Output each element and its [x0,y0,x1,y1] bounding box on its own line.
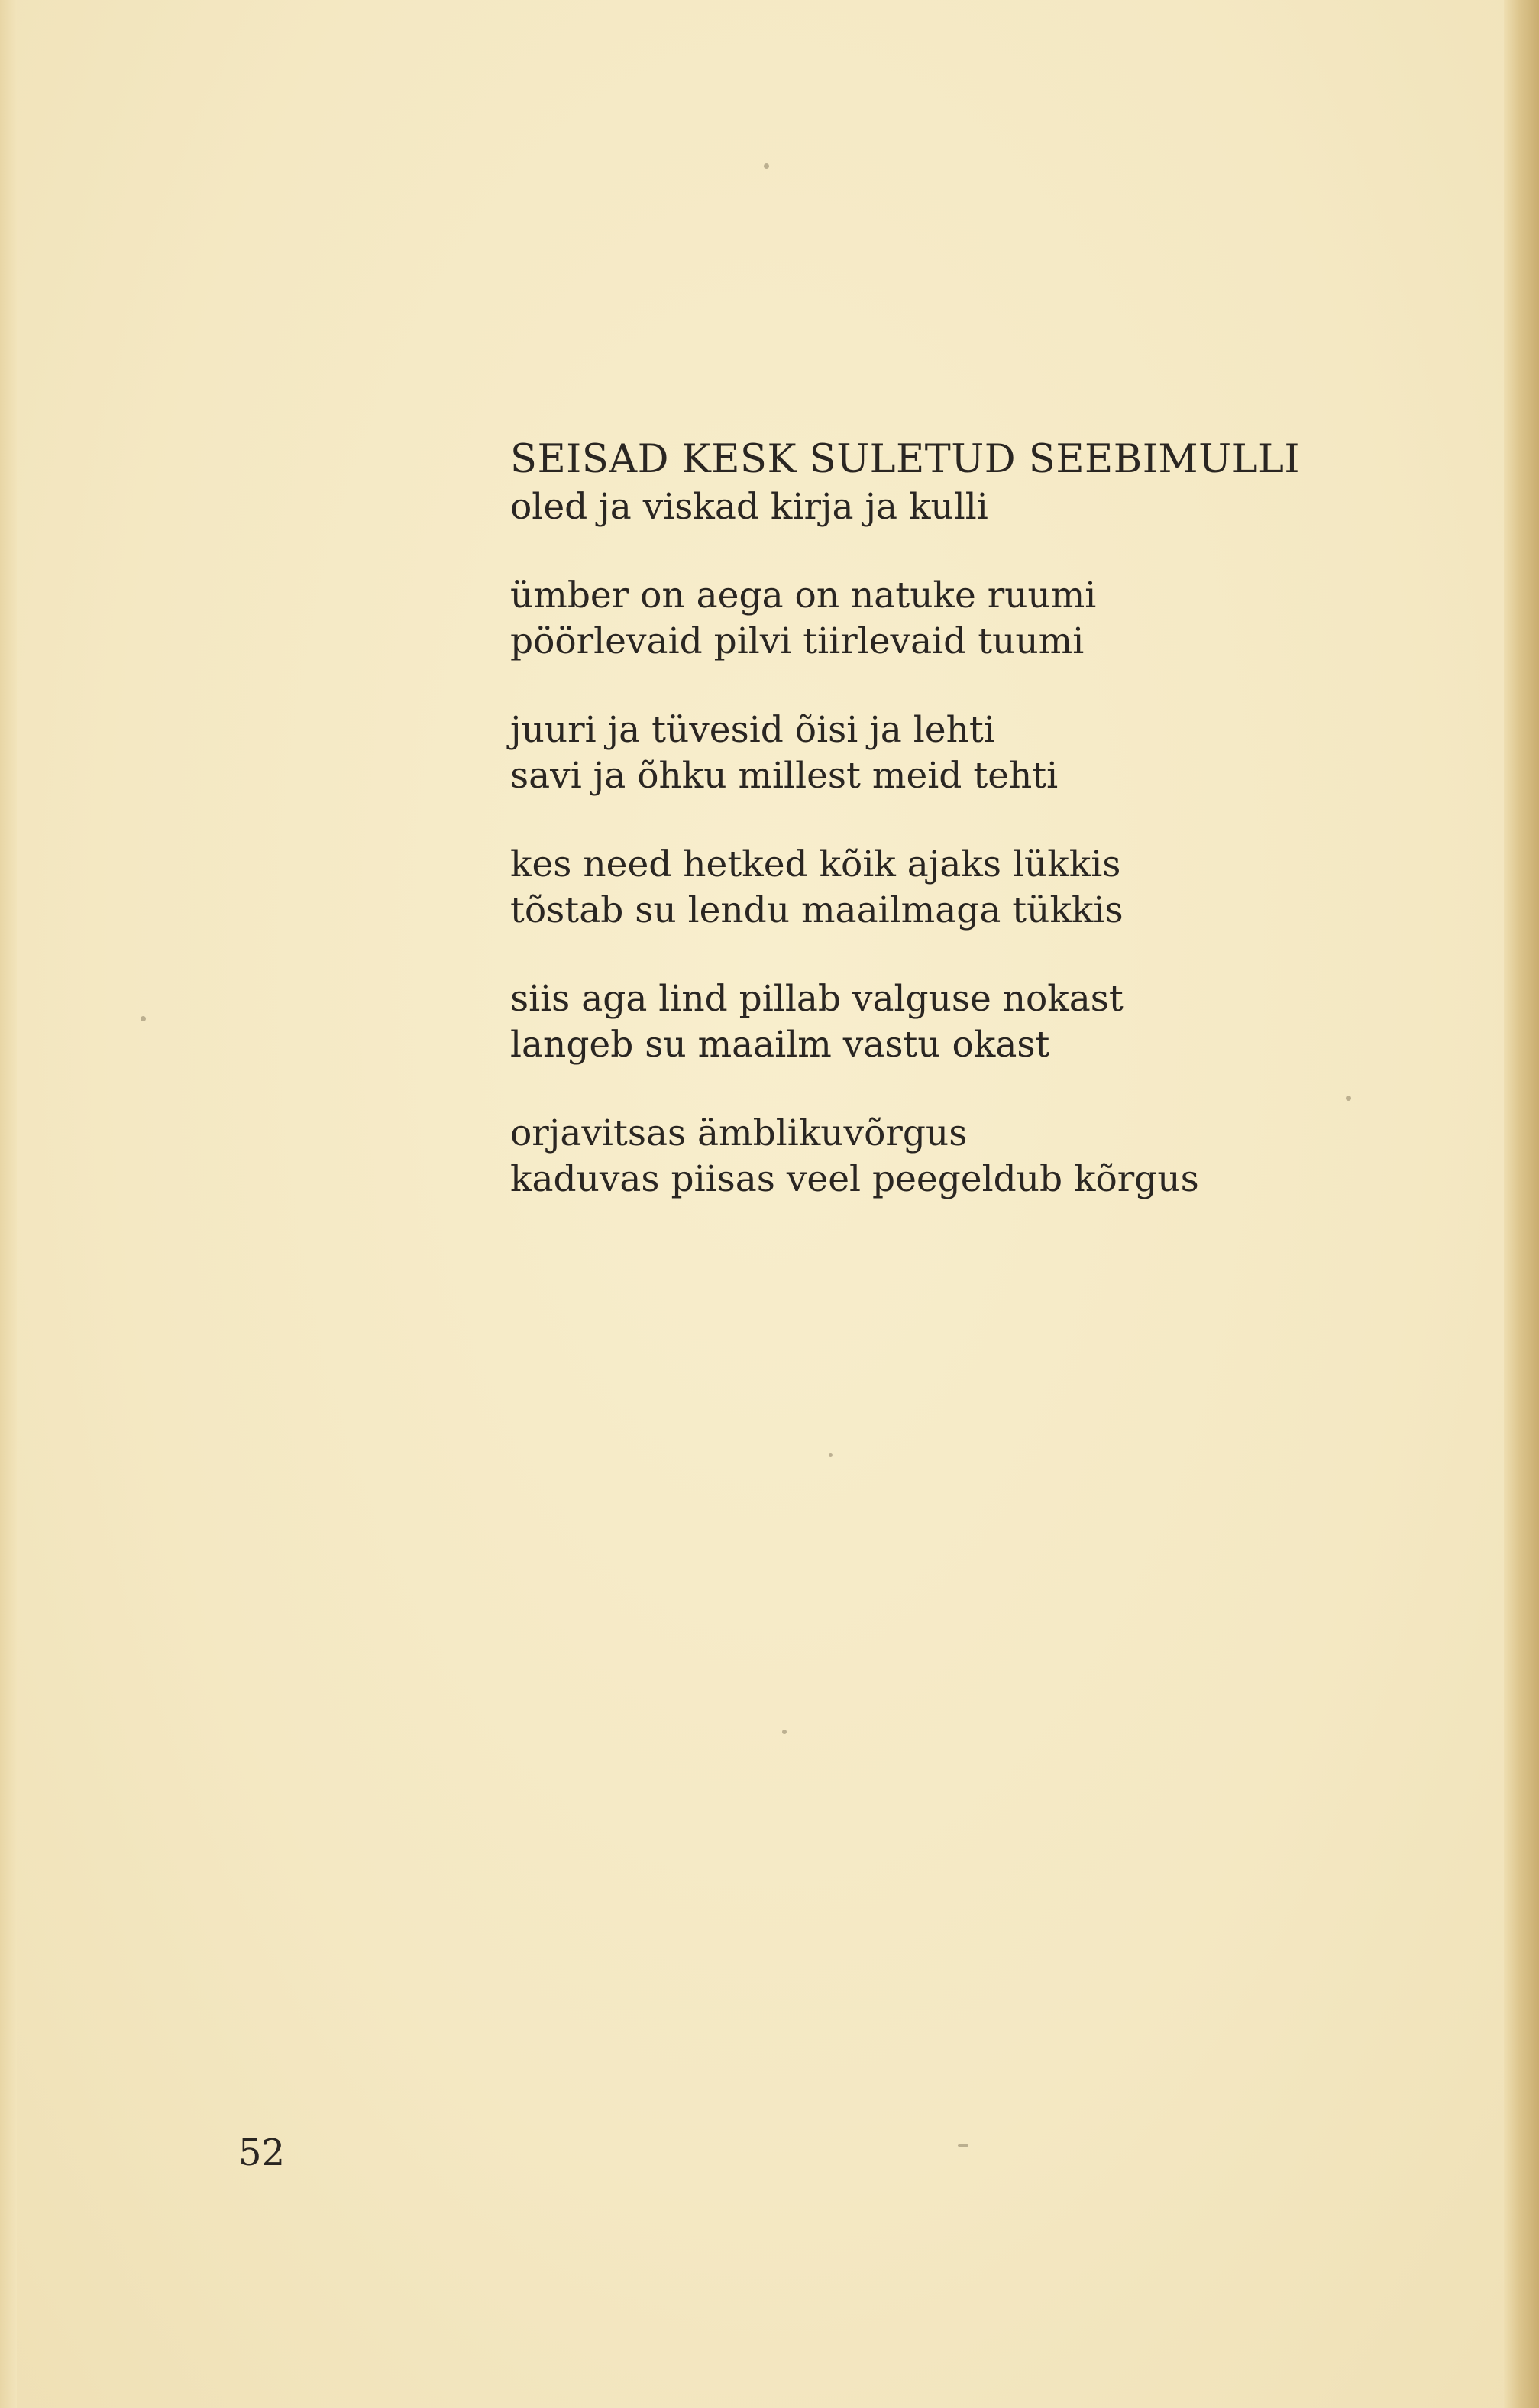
poem-line: savi ja õhku millest meid tehti [510,755,1059,797]
poem-stanza [510,573,1389,665]
poem-stanza [510,976,1389,1068]
paper-speck [141,1016,146,1021]
poem-line: orjavitsas ämblikuvõrgus [510,1112,968,1154]
poem-title: SEISAD KESK SULETUD SEEBIMULLI [510,437,1300,482]
page-right-edge [1504,0,1539,2408]
poem-stanza [510,707,1389,799]
poem-line: pöörlevaid pilvi tiirlevaid tuumi [510,620,1085,662]
poem-line: oled ja viskad kirja ja kulli [510,486,988,528]
page-gutter-edge [0,0,17,2408]
paper-speck [782,1730,787,1734]
paper-speck [829,1453,833,1457]
poem-line: kaduvas piisas veel peegeldub kõrgus [510,1158,1199,1200]
poem [510,435,1389,1202]
poem-stanza [510,1111,1389,1202]
poem-line: juuri ja tüvesid õisi ja lehti [510,709,995,751]
poem-line: siis aga lind pillab valguse nokast [510,978,1124,1020]
paper-speck [764,163,769,169]
poem-line: tõstab su lendu maailmaga tükkis [510,889,1124,931]
poem-line: ümber on aega on natuke ruumi [510,574,1097,617]
paper-speck [958,2144,968,2147]
poem-line: langeb su maailm vastu okast [510,1024,1050,1066]
page-number: 52 [238,2131,286,2174]
poem-stanza [510,842,1389,934]
poem-line: kes need hetked kõik ajaks lükkis [510,843,1121,885]
